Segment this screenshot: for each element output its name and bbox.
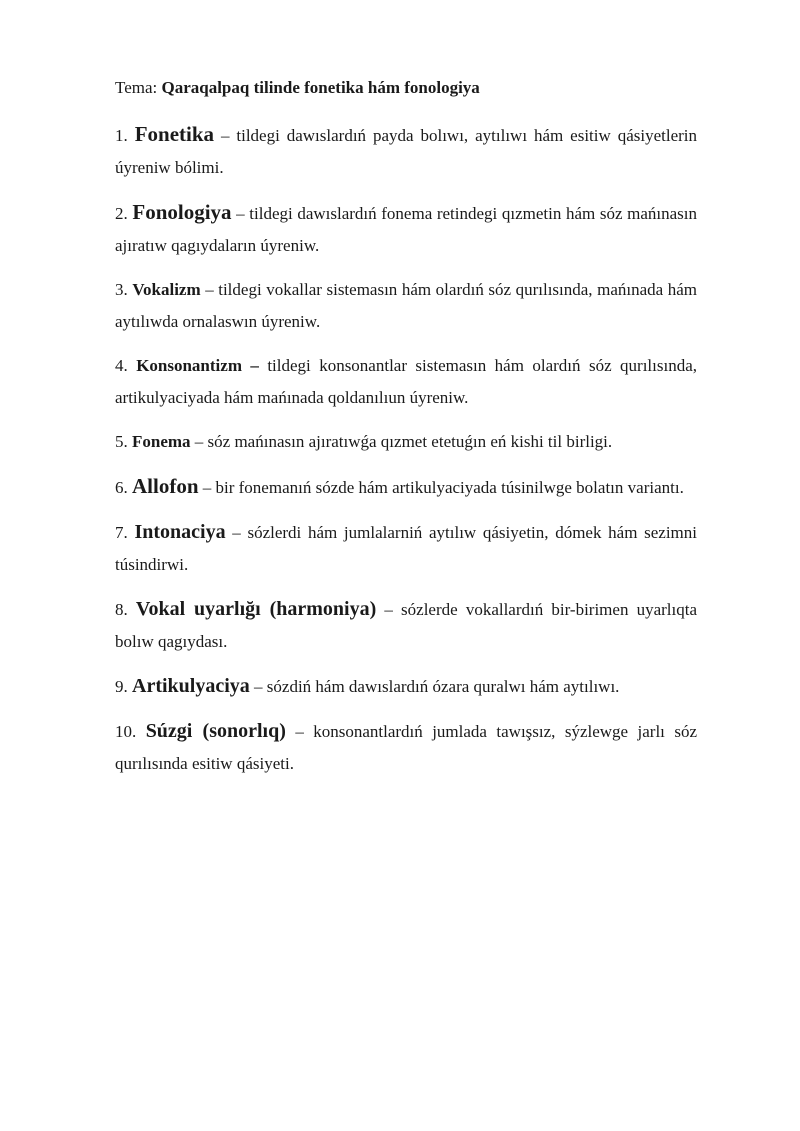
item-number: 10. — [115, 722, 146, 741]
item-term: Konsonantizm – — [136, 356, 259, 375]
item-term: Vokal uyarlığı (harmoniya) — [135, 598, 377, 620]
item-term: Fonema — [132, 432, 191, 451]
item-definition: – bir fonemanıń sózde hám artikulyaciyada túsinilwge bolatın variantı. — [198, 478, 684, 497]
item-definition: – konsonantlardıń jumlada tawışsız, sýzlewge jarlı sóz qurılısında esitiw qásiyeti. — [115, 722, 697, 773]
item-number: 9. — [115, 677, 132, 696]
item-number: 2. — [115, 204, 133, 223]
item-term: Vokalizm — [132, 280, 201, 299]
item-term: Artikulyaciya — [132, 675, 250, 697]
item-term: Fonetika — [134, 122, 215, 146]
item-number: 3. — [115, 280, 133, 299]
item-term: Fonologiya — [132, 200, 232, 224]
document-title: Qaraqalpaq tilinde fonetika hám fonologiya — [161, 78, 480, 97]
list-item — [115, 516, 697, 581]
list-item — [115, 426, 697, 458]
item-definition: – tildegi dawıslardıń payda bolıwı, aytılıwı hám esitiw qásiyetlerin úyreniw bólimi. — [115, 126, 698, 177]
list-item — [115, 350, 697, 414]
item-term: Allofon — [132, 474, 199, 498]
item-number: 4. — [115, 356, 137, 375]
item-number: 8. — [115, 600, 136, 619]
list-item — [115, 670, 697, 703]
list-item — [115, 118, 697, 184]
item-definition: – sózdiń hám dawıslardıń ózara quralwı hám aytılıwı. — [249, 677, 620, 696]
list-item — [115, 593, 697, 658]
list-item — [115, 470, 697, 504]
item-term: Súzgi (sonorlıq) — [145, 720, 286, 742]
item-definition: – sózlerdi hám jumlalarniń aytılıw qásiyetin, dómek hám sezimni túsindirwi. — [115, 523, 697, 574]
list-item — [115, 274, 697, 338]
item-definition: – tildegi vokallar sistemasın hám olardıń sóz qurılısında, mańınada hám aytılıwda ornalaswın úyreniw. — [115, 280, 698, 331]
document-title-line — [115, 76, 697, 100]
item-number: 6. — [115, 478, 132, 497]
item-definition: – sóz mańınasın ajıratıwǵa qızmet etetuǵın eń kishi til birligi. — [190, 432, 613, 451]
item-definition: tildegi konsonantlar sistemasın hám olardıń sóz qurılısında, artikulyaciyada hám mańınada qoldanılıun úyreniw. — [115, 356, 698, 407]
item-definition: – sózlerde vokallardıń bir-birimen uyarlıqta bolıw qagıydası. — [115, 600, 698, 651]
item-number: 1. — [115, 126, 135, 145]
list-item — [115, 715, 697, 780]
item-term: Intonaciya — [134, 521, 226, 543]
document-page — [115, 76, 697, 792]
list-item — [115, 196, 697, 262]
item-definition: – tildegi dawıslardıń fonema retindegi qızmetin hám sóz mańınasın ajıratıw qagıydaların úyreniw. — [115, 204, 698, 255]
item-number: 5. — [115, 432, 132, 451]
item-number: 7. — [115, 523, 135, 542]
title-prefix: Tema: — [115, 78, 162, 97]
